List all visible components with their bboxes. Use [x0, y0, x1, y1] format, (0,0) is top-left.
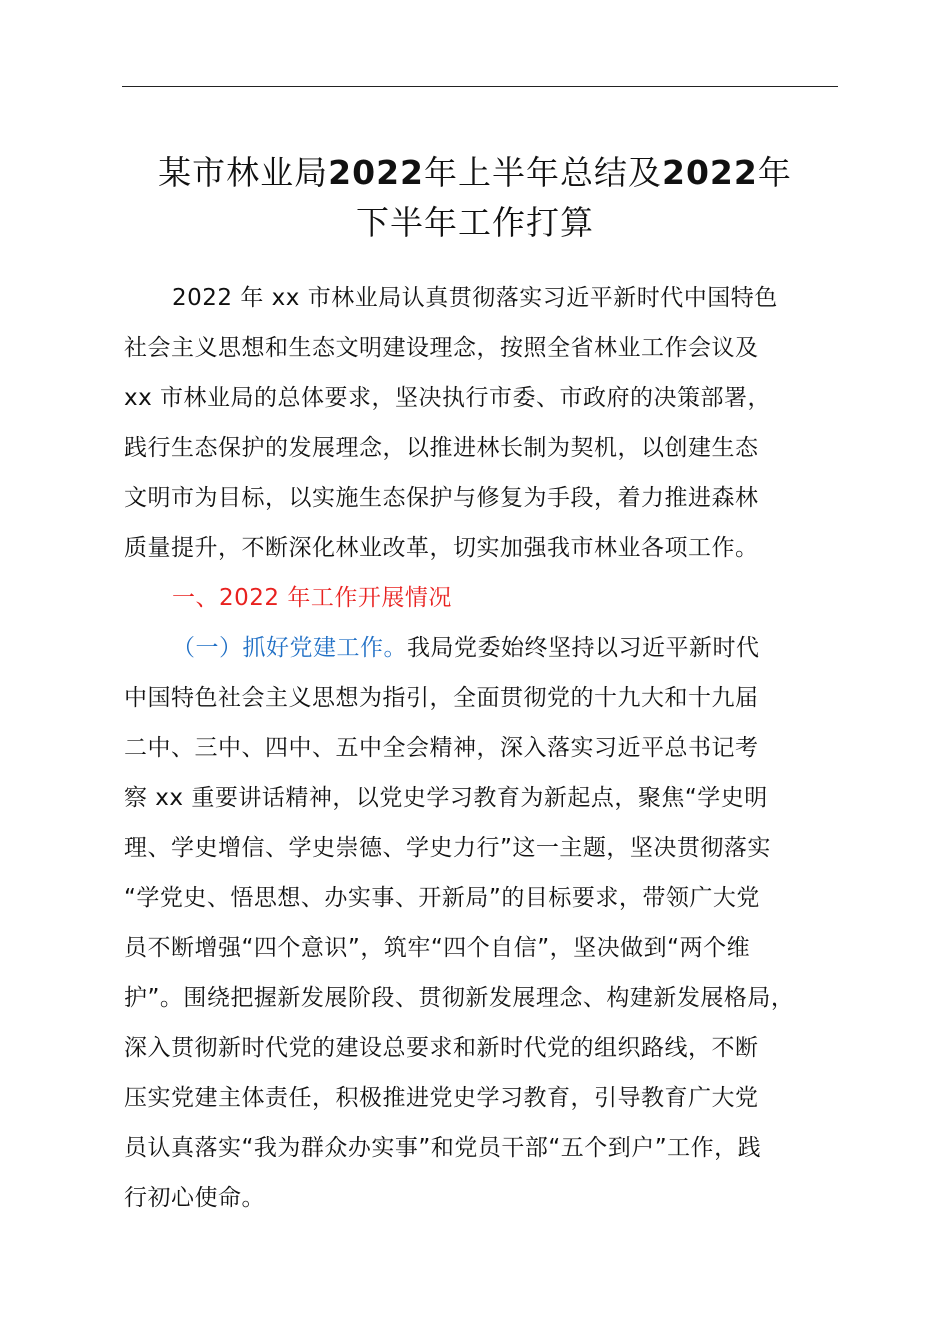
document-title-line-1 [100, 148, 850, 198]
intro-line: 文明市为目标，以实施生态保护与修复为手段，着力推进森林 [124, 485, 759, 511]
title-year-2: 2022 [662, 153, 758, 192]
subsection-first-line-text: 我局党委始终坚持以习近平新时代 [407, 635, 760, 661]
header-rule [122, 86, 838, 87]
intro-line: xx 市林业局的总体要求，坚决执行市委、市政府的决策部署， [124, 385, 772, 411]
title-suffix: 年 [757, 153, 792, 192]
intro-line: 践行生态保护的发展理念，以推进林长制为契机，以创建生态 [124, 435, 759, 461]
title-prefix: 某市林业局 [158, 153, 329, 192]
subsection-first-line [172, 633, 760, 663]
body-line: 行初心使命。 [124, 1185, 265, 1211]
body-line: 中国特色社会主义思想为指引，全面贯彻党的十九大和十九届 [124, 685, 759, 711]
body-line: 员认真落实“我为群众办实事”和党员干部“五个到户”工作，践 [124, 1135, 762, 1161]
document-title-line-2: 下半年工作打算 [356, 203, 594, 242]
body-line: 二中、三中、四中、五中全会精神，深入落实习近平总书记考 [124, 735, 759, 761]
body-line: 员不断增强“四个意识”，筑牢“四个自信”，坚决做到“两个维 [124, 935, 751, 961]
body-line: “学党史、悟思想、办实事、开新局”的目标要求，带领广大党 [124, 885, 760, 911]
body-line: 深入贯彻新时代党的建设总要求和新时代党的组织路线，不断 [124, 1035, 759, 1061]
title-middle: 年上半年总结及 [424, 153, 662, 192]
body-line: 护”。围绕把握新发展阶段、贯彻新发展理念、构建新发展格局， [124, 985, 795, 1011]
intro-line: 社会主义思想和生态文明建设理念，按照全省林业工作会议及 [124, 335, 759, 361]
body-line: 察 xx 重要讲话精神，以党史学习教育为新起点，聚焦“学史明 [124, 785, 768, 811]
title-year-1: 2022 [328, 153, 424, 192]
intro-line: 质量提升，不断深化林业改革，切实加强我市林业各项工作。 [124, 535, 759, 561]
section-heading: 一、2022 年工作开展情况 [172, 585, 452, 611]
subsection-heading: （一）抓好党建工作。 [172, 635, 407, 661]
intro-line: 2022 年 xx 市林业局认真贯彻落实习近平新时代中国特色 [172, 285, 778, 311]
body-line: 理、学史增信、学史崇德、学史力行”这一主题，坚决贯彻落实 [124, 835, 771, 861]
body-line: 压实党建主体责任，积极推进党史学习教育，引导教育广大党 [124, 1085, 759, 1111]
